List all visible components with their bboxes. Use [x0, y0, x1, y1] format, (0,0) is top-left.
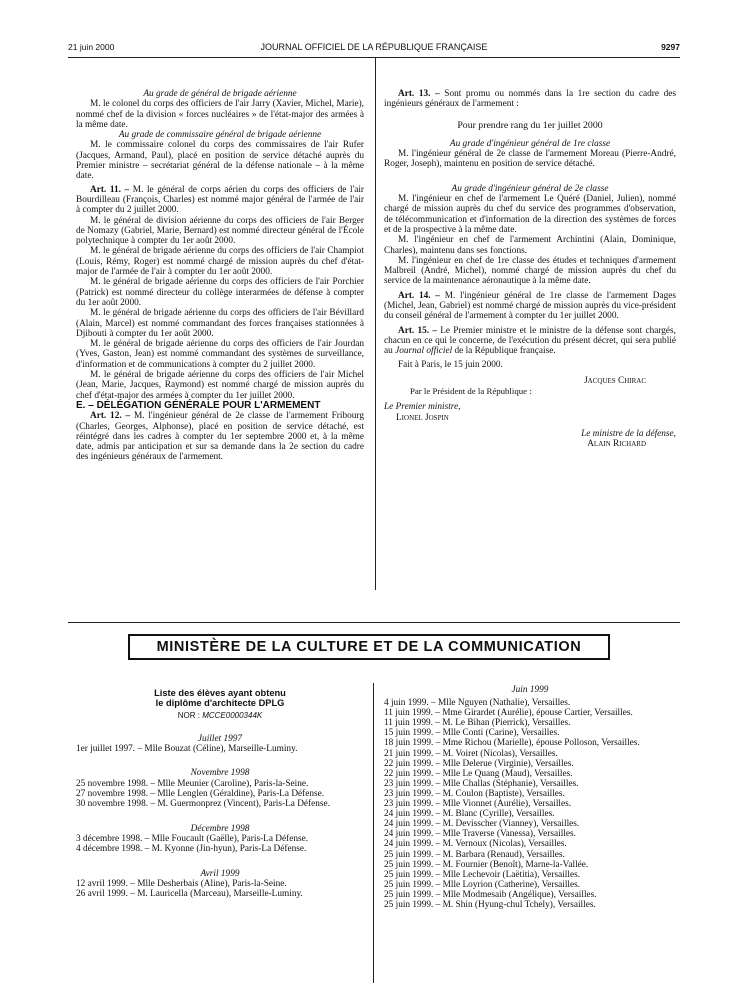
- header-date: 21 juin 2000: [68, 42, 115, 52]
- journal-title: JOURNAL OFFICIEL DE LA RÉPUBLIQUE FRANÇAISE: [260, 42, 488, 52]
- month-group: [76, 744, 364, 754]
- nor-label: NOR :: [177, 710, 203, 720]
- list-item: 11 juin 1999. – Mme Girardet (Aurélie), épouse Cartier, Versailles.: [384, 708, 633, 719]
- month-group: [384, 698, 676, 910]
- list-item: 25 juin 1999. – M. Fournier (Benoît), Marne-la-Vallée.: [384, 859, 589, 870]
- rank-date: Pour prendre rang du 1er juillet 2000: [457, 119, 603, 131]
- column-divider: [375, 58, 376, 590]
- list-item: 11 juin 1999. – M. Le Bihan (Pierrick), Versailles.: [384, 718, 571, 729]
- page-header: [68, 42, 680, 56]
- month-group: [76, 834, 364, 855]
- list-item: 23 juin 1999. – Mlle Challas (Stéphanie), Versailles.: [384, 778, 579, 789]
- page-number: 9297: [661, 42, 680, 52]
- month-heading: Novembre 1998: [190, 768, 250, 779]
- list-item: 24 juin 1999. – Mlle Traverse (Vanessa), Versailles.: [384, 829, 576, 840]
- grade-heading: Au grade d'ingénieur général de 2e classe: [451, 183, 609, 194]
- article-text: de la République française.: [452, 346, 556, 357]
- paragraph: M. le général de brigade aérienne du corps des officiers de l'air Champiot (Louis, Rémy, Roger) est nommé chargé de mission auprès du chef d'état-major de l'armée de l'air à compter du 1er août 2000.: [76, 246, 364, 278]
- list-item: 4 juin 1999. – Mlle Nguyen (Nathalie), Versailles.: [384, 698, 571, 709]
- paragraph: M. le commissaire colonel du corps des commissaires de l'air Rufer (Jacques, Armand, Paul), placé en position de service détaché auprès du Premier ministre – secrétariat général de la défense nationale – à la même date.: [76, 140, 364, 182]
- grade-heading: Au grade de général de brigade aérienne: [143, 89, 297, 99]
- month-heading: Juillet 1997: [197, 733, 243, 744]
- paragraph: M. l'ingénieur en chef de 1re classe des études et techniques d'armement Malbreil (André, Michel), nommé chargé de mission auprès du chef du service de la maintenance aéronautique à la même date.: [384, 255, 676, 287]
- list-item: 21 juin 1999. – M. Voiret (Nicolas), Versailles.: [384, 748, 558, 759]
- list-item: 22 juin 1999. – Mlle Le Quang (Maud), Versailles.: [384, 768, 573, 779]
- article-label: Art. 11. –: [90, 184, 130, 195]
- left-column: [76, 89, 364, 463]
- list-item: 24 juin 1999. – M. Devisscher (Vianney), Versailles.: [384, 819, 580, 830]
- minister-name: Alain Richard: [587, 439, 646, 450]
- list-item: 23 juin 1999. – M. Coulon (Baptiste), Versailles.: [384, 788, 565, 799]
- paragraph: M. l'ingénieur général de 2e classe de l'armement Moreau (Pierre-André, Roger, Joseph), maintenu en position de service détaché.: [384, 149, 676, 170]
- nor-code: MCCE0000344K: [202, 710, 263, 720]
- ministry-banner: MINISTÈRE DE LA CULTURE ET DE LA COMMUNICATION: [128, 634, 610, 660]
- paragraph: M. le général de brigade aérienne du corps des officiers de l'air Michel (Jean, Marie, Jacques, Raymond) est nommé chargé de mission auprès du chef d'état-major des armées à compter du 1er juillet 2000.: [76, 370, 364, 401]
- article-label: Art. 15. –: [398, 325, 437, 336]
- article-text: Le Premier ministre et le ministre de la défense sont chargés, chacun en ce qui le concerne, de l'exécution du présent décret, qui sera publié au: [384, 325, 676, 357]
- article-text: M. l'ingénieur général de 2e classe de l'armement Fribourg (Charles, Georges, Alphonse), placé en position de service détaché, est réintégré dans les cadres à compter du 1er septembre 2000 et, à la même date, admis par anticipation et sur sa demande dans la 2e section du cadre des ingénieurs généraux de l'armement.: [76, 411, 364, 463]
- list-item: 22 juin 1999. – Mlle Delerue (Virginie), Versailles.: [384, 758, 574, 769]
- month-group: [76, 779, 364, 810]
- month-group: [76, 879, 364, 900]
- article-11: [76, 185, 364, 216]
- pm-title: Le Premier ministre,: [384, 402, 461, 413]
- list-item: 25 juin 1999. – M. Barbara (Renaud), Versailles.: [384, 849, 565, 860]
- article-text: Sont promu ou nommés dans la 1re section du cadre des ingénieurs généraux de l'armement :: [384, 89, 677, 110]
- paragraph: M. le général de brigade aérienne du corps des officiers de l'air Bévillard (Alain, Marcel) est nommé commandant des forces françaises stationnées à Djibouti à compter du 1er août 2000.: [76, 308, 364, 339]
- list-title: le diplôme d'architecte DPLG: [155, 698, 285, 709]
- signing-date: Fait à Paris, le 15 juin 2000.: [398, 359, 503, 370]
- paragraph: M. le général de brigade aérienne du corps des officiers de l'air Porchier (Patrick) est nommé directeur du collège interarmées de défense à compter du 1er août 2000.: [76, 277, 364, 308]
- list-item: 27 novembre 1998. – Mlle Lenglen (Géraldine), Paris-La Défense.: [76, 789, 325, 800]
- list-item: 25 novembre 1998. – Mlle Meunier (Caroline), Paris-la-Seine.: [76, 778, 309, 789]
- list-item: 18 juin 1999. – Mme Richou (Marielle), épouse Polloson, Versailles.: [384, 738, 640, 749]
- list-item: 3 décembre 1998. – Mlle Foucault (Gaëlle), Paris-La Défense.: [76, 833, 309, 844]
- list-item: 24 juin 1999. – M. Vernoux (Nicolas), Versailles.: [384, 839, 567, 850]
- article-13: [384, 89, 676, 110]
- nor-reference: [76, 711, 364, 721]
- paragraph: M. l'ingénieur en chef de l'armement Archintini (Alain, Dominique, Charles), maintenu dans ses fonctions.: [384, 235, 676, 256]
- list-item: 25 juin 1999. – Mlle Modmesaib (Angélique), Versailles.: [384, 889, 597, 900]
- paragraph: M. le général de division aérienne du corps des officiers de l'air Berger de Nomazy (Gabriel, Marie, Bernard) est nommé directeur général de l'École polytechnique à compter du 1er août 2000.: [76, 215, 364, 247]
- article-14: [384, 291, 676, 322]
- article-label: Art. 12. –: [90, 411, 131, 422]
- list-item: 24 juin 1999. – M. Blanc (Cyrille), Versailles.: [384, 809, 555, 820]
- grade-heading: Au grade de commissaire général de brigade aérienne: [118, 130, 322, 141]
- list-item: 25 juin 1999. – M. Shin (Hyung-chul Tchely), Versailles.: [384, 899, 596, 910]
- article-label: Art. 14. –: [398, 290, 440, 301]
- header-rule: [68, 57, 680, 58]
- month-heading: Avril 1999: [200, 868, 240, 879]
- list-item: 26 avril 1999. – M. Lauricella (Marceau), Marseille-Luminy.: [76, 889, 303, 900]
- signer-name: Jacques Chirac: [584, 375, 646, 386]
- month-heading: Décembre 1998: [190, 823, 250, 834]
- list-item: 25 juin 1999. – Mlle Lechevoir (Laëtitia), Versailles.: [384, 869, 581, 880]
- par-le-president: Par le Président de la République :: [410, 386, 532, 397]
- article-text: M. le général de corps aérien du corps des officiers de l'air Bourdilleau (François, Charles) est nommé major général de l'armée de l'air à compter du 2 juillet 2000.: [76, 184, 365, 216]
- diploma-list-right: [384, 685, 676, 910]
- paragraph: M. l'ingénieur en chef de l'armement Le Quéré (Daniel, Julien), nommé chargé de mission auprès du chef du service des programmes d'observation, de télécommunication et d'information de la direction des systèmes de forces et de la prospective à la même date.: [384, 194, 676, 235]
- article-15: [384, 326, 676, 357]
- right-column: [384, 89, 676, 450]
- list-item: 1er juillet 1997. – Mlle Bouzat (Céline), Marseille-Luminy.: [76, 744, 298, 755]
- list-item: 30 novembre 1998. – M. Guermonprez (Vincent), Paris-La Défense.: [76, 799, 330, 810]
- article-12: [76, 411, 364, 462]
- paragraph: M. le général de brigade aérienne du corps des officiers de l'air Jourdan (Yves, Gaston, Jean) est nommé commandant des systèmes de surveillance, d'information et de communications à compter du 2 juillet 2000.: [76, 339, 364, 370]
- list-item: 12 avril 1999. – Mlle Desherbais (Aline), Paris-la-Seine.: [76, 878, 287, 889]
- grade-heading: Au grade d'ingénieur général de 1re classe: [449, 138, 611, 149]
- minister-title: Le ministre de la défense,: [581, 429, 676, 440]
- paragraph: M. le colonel du corps des officiers de l'air Jarry (Xavier, Michel, Marie), nommé chef de la division « forces nucléaires » de l'état-major des armées à la même date.: [76, 99, 364, 130]
- journal-name: Journal officiel: [395, 346, 453, 357]
- article-label: Art. 13. –: [398, 89, 440, 99]
- list-item: 4 décembre 1998. – M. Kyonne (Jin-hyun), Paris-La Défense.: [76, 844, 307, 855]
- column-divider: [373, 683, 374, 983]
- section-heading: E. – DÉLÉGATION GÉNÉRALE POUR L'ARMEMENT: [76, 399, 321, 411]
- list-title: Liste des élèves ayant obtenu: [154, 688, 286, 698]
- list-item: 23 juin 1999. – Mlle Vionnet (Aurélie), Versailles.: [384, 799, 572, 810]
- section-rule: [68, 622, 680, 623]
- article-text: M. l'ingénieur général de 1re classe de l'armement Dages (Michel, Jean, Gabriel) est nommé chargé de mission auprès du vice-président du conseil général de l'armement à compter du 1er juillet 2000.: [384, 290, 676, 322]
- list-item: 15 juin 1999. – Mlle Conti (Carine), Versailles.: [384, 728, 560, 739]
- list-item: 25 juin 1999. – Mlle Loyrion (Catherine), Versailles.: [384, 879, 581, 890]
- diploma-list-left: [76, 688, 364, 899]
- month-heading: Juin 1999: [511, 685, 549, 695]
- pm-name: Lionel Jospin: [396, 412, 449, 423]
